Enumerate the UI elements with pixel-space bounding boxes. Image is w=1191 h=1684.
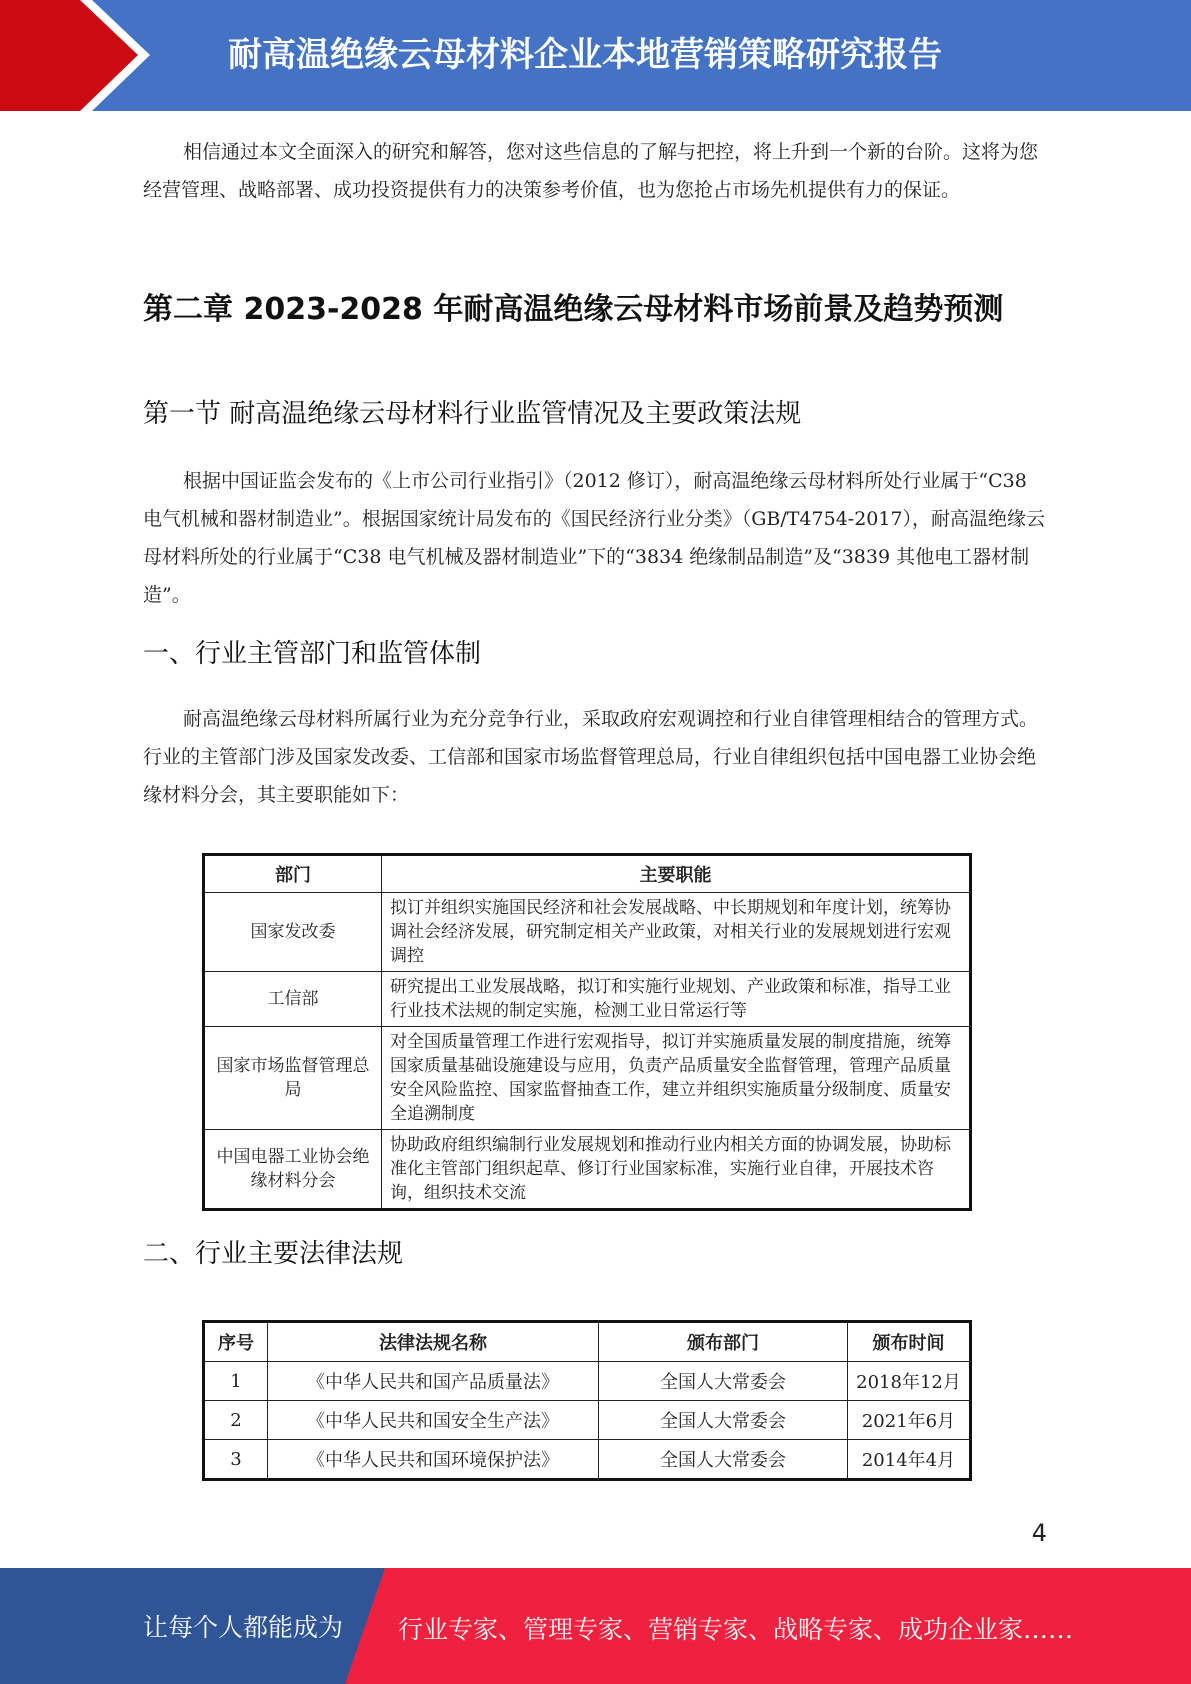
subsection-title-regulators: 一、行业主管部门和监管体制: [143, 639, 482, 669]
issuer-cell: 全国人大常委会: [599, 1401, 848, 1440]
subsection-title-laws: 二、行业主要法律法规: [143, 1239, 404, 1269]
date-cell: 2014年4月: [848, 1440, 971, 1480]
law-name-cell: 《中华人民共和国环境保护法》: [268, 1440, 599, 1480]
header-title: 耐高温绝缘云母材料企业本地营销策略研究报告: [228, 35, 942, 75]
dept-cell: 国家发改委: [204, 893, 382, 972]
date-cell: 2018年12月: [848, 1362, 971, 1401]
duty-cell: 研究提出工业发展战略，拟订和实施行业规划、产业政策和标准，指导工业行业技术法规的制定实施，检测工业日常运行等: [382, 972, 971, 1027]
table-row: [204, 972, 971, 1027]
dept-cell: 国家市场监督管理总局: [204, 1027, 382, 1130]
duty-cell: 拟订并组织实施国民经济和社会发展战略、中长期规划和年度计划，统筹协调社会经济发展，研究制定相关产业政策，对相关行业的发展规划进行宏观调控: [382, 893, 971, 972]
date-cell: 2021年6月: [848, 1401, 971, 1440]
no-cell: 2: [204, 1401, 268, 1440]
law-name-cell: 《中华人民共和国安全生产法》: [268, 1401, 599, 1440]
regulators-paragraph: 耐高温绝缘云母材料所属行业为充分竞争行业，采取政府宏观调控和行业自律管理相结合的管理方式。行业的主管部门涉及国家发改委、工信部和国家市场监督管理总局，行业自律组织包括中国电器工业协会绝缘材料分会，其主要职能如下：: [143, 708, 1039, 806]
page-footer: [0, 1568, 1191, 1684]
table-header-cell: 序号: [204, 1322, 268, 1362]
table-header-cell: 主要职能: [382, 855, 971, 893]
table-header-row: [204, 1322, 971, 1362]
table-row: [204, 1401, 971, 1440]
section-title: 第一节 耐高温绝缘云母材料行业监管情况及主要政策法规: [143, 399, 802, 429]
table-row: [204, 1362, 971, 1401]
law-name-cell: 《中华人民共和国产品质量法》: [268, 1362, 599, 1401]
duty-cell: 协助政府组织编制行业发展规划和推动行业内相关方面的协调发展，协助标准化主管部门组织起草、修订行业国家标准，实施行业自律，开展技术咨询，组织技术交流: [382, 1130, 971, 1210]
table-header-cell: 颁布部门: [599, 1322, 848, 1362]
regulators-table: [202, 853, 972, 1211]
table-header-cell: 颁布时间: [848, 1322, 971, 1362]
section-paragraph: 根据中国证监会发布的《上市公司行业指引》（2012 修订），耐高温绝缘云母材料所处行业属于“C38 电气机械和器材制造业”。根据国家统计局发布的《国民经济行业分类》（GB/T4754-2017），耐高温绝缘云母材料所处的行业属于“C38 电气机械及器材制造业”下的“3834 绝缘制品制造”及“3839 其他电工器材制造”。: [143, 470, 1046, 606]
table-row: [204, 1440, 971, 1480]
laws-table: [202, 1320, 972, 1481]
page-header: [0, 0, 1191, 111]
table-row: [204, 1130, 971, 1210]
footer-slogan-left: 让每个人都能成为: [143, 1613, 344, 1642]
table-row: [204, 893, 971, 972]
no-cell: 3: [204, 1440, 268, 1480]
table-header-cell: 部门: [204, 855, 382, 893]
table-header-row: [204, 855, 971, 893]
no-cell: 1: [204, 1362, 268, 1401]
footer-slogan-right: 行业专家、管理专家、营销专家、战略专家、成功企业家……: [398, 1615, 1074, 1644]
dept-cell: 中国电器工业协会绝缘材料分会: [204, 1130, 382, 1210]
header-arrow-decoration: [0, 0, 160, 111]
chapter-title: 第二章 2023-2028 年耐高温绝缘云母材料市场前景及趋势预测: [143, 292, 1004, 327]
duty-cell: 对全国质量管理工作进行宏观指导，拟订并实施质量发展的制度措施，统筹国家质量基础设施建设与应用，负责产品质量安全监督管理，管理产品质量安全风险监控、国家监督抽查工作，建立并组织实施质量分级制度、质量安全追溯制度: [382, 1027, 971, 1130]
dept-cell: 工信部: [204, 972, 382, 1027]
issuer-cell: 全国人大常委会: [599, 1362, 848, 1401]
intro-paragraph: 相信通过本文全面深入的研究和解答，您对这些信息的了解与把控，将上升到一个新的台阶。这将为您经营管理、战略部署、成功投资提供有力的决策参考价值，也为您抢占市场先机提供有力的保证。: [143, 141, 1039, 201]
issuer-cell: 全国人大常委会: [599, 1440, 848, 1480]
table-row: [204, 1027, 971, 1130]
table-header-cell: 法律法规名称: [268, 1322, 599, 1362]
page-number: 4: [1031, 1519, 1047, 1547]
